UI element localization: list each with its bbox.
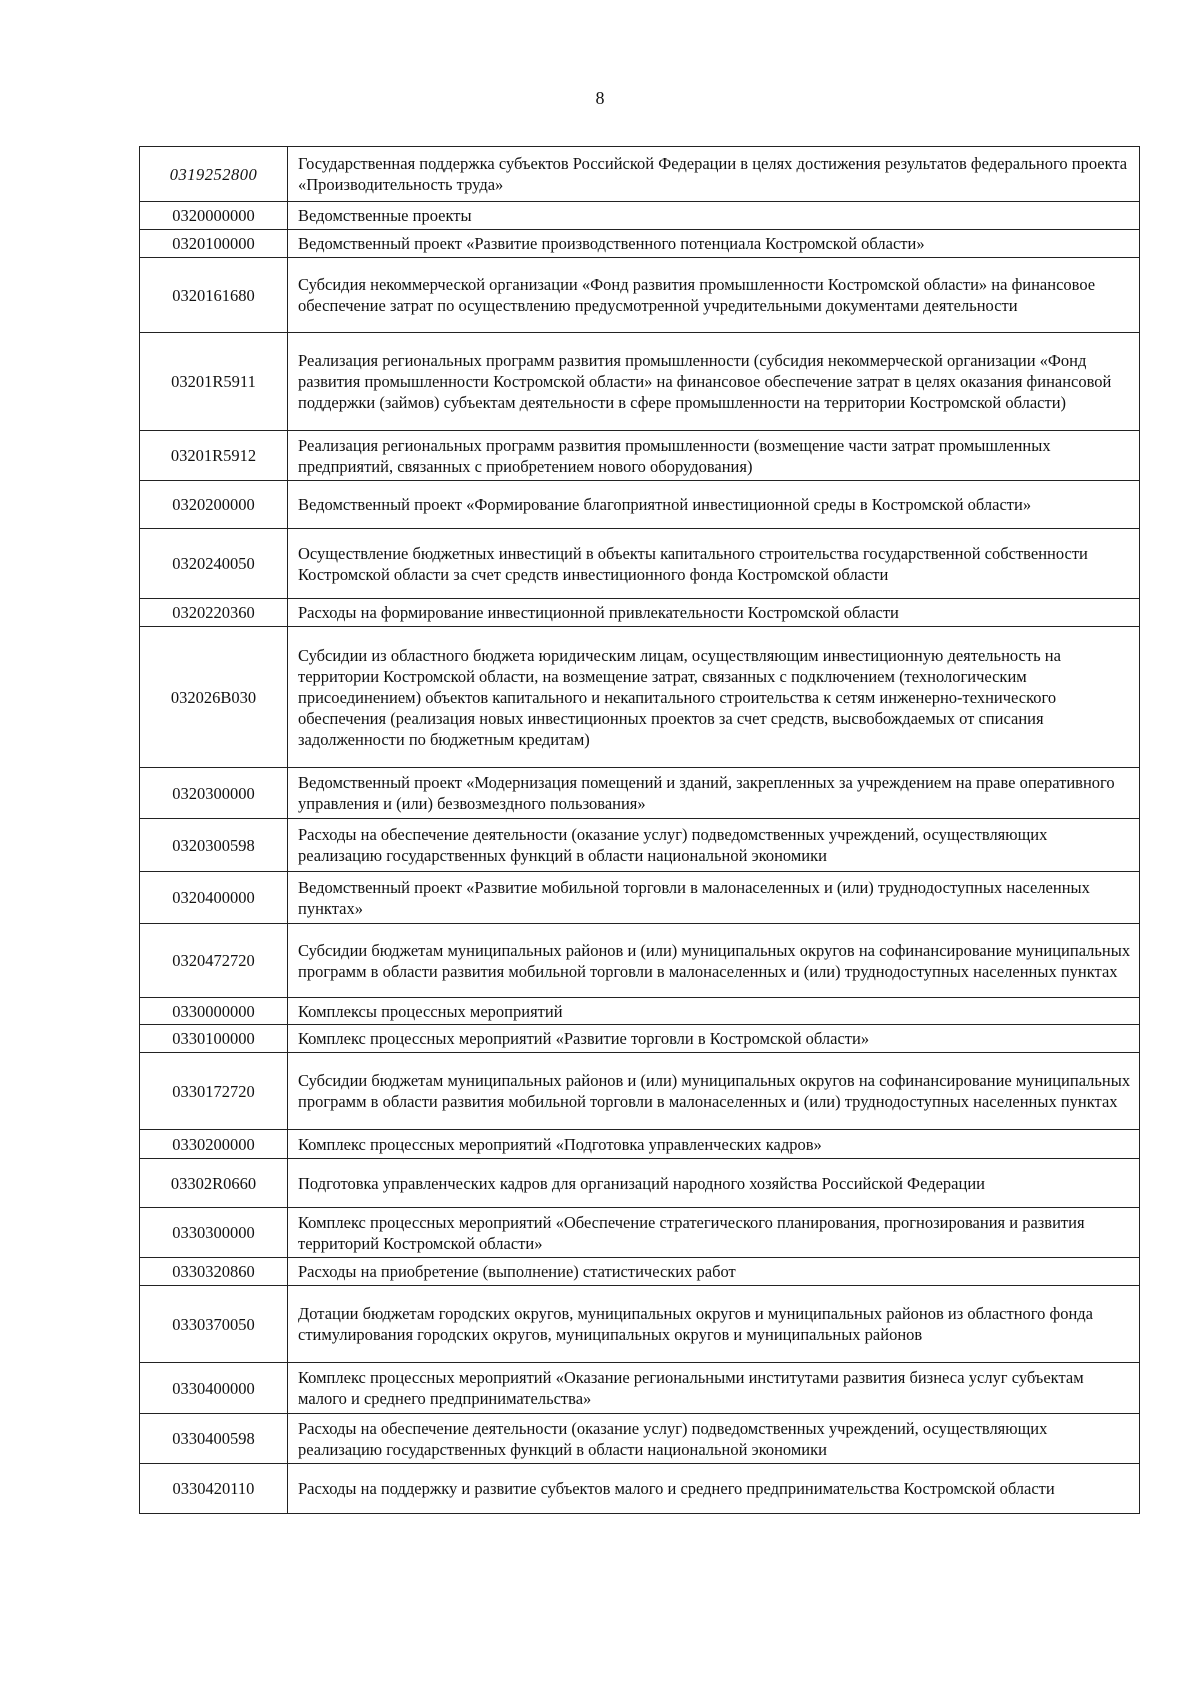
table-row [140, 431, 1140, 481]
row-description: Комплекс процессных мероприятий «Развитие торговли в Костромской области» [288, 1025, 1140, 1053]
row-code: 0330000000 [140, 998, 288, 1025]
table-row [140, 1464, 1140, 1514]
table-row [140, 1025, 1140, 1053]
row-code: 0330420110 [140, 1464, 288, 1514]
table-row [140, 1363, 1140, 1414]
row-code: 0320300598 [140, 819, 288, 872]
row-description: Субсидия некоммерческой организации «Фонд развития промышленности Костромской области» на финансовое обеспечение затрат по осуществлению предусмотренной учредительными документами деятельности [288, 258, 1140, 333]
table-row [140, 627, 1140, 768]
row-description: Комплекс процессных мероприятий «Подготовка управленческих кадров» [288, 1130, 1140, 1159]
table-row [140, 1130, 1140, 1159]
row-description: Расходы на обеспечение деятельности (оказание услуг) подведомственных учреждений, осуществляющих реализацию государственных функций в области национальной экономики [288, 1414, 1140, 1464]
table-row [140, 529, 1140, 599]
row-code: 0319252800 [140, 147, 288, 202]
row-code: 0330100000 [140, 1025, 288, 1053]
row-description: Ведомственный проект «Развитие производственного потенциала Костромской области» [288, 230, 1140, 258]
row-description: Комплекс процессных мероприятий «Обеспечение стратегического планирования, прогнозирования и развития территорий Костромской области» [288, 1208, 1140, 1258]
row-code: 0330172720 [140, 1053, 288, 1130]
row-description: Реализация региональных программ развития промышленности (субсидия некоммерческой организации «Фонд развития промышленности Костромской области» на финансовое обеспечение затрат в целях оказания финансовой поддержки (займов) субъектам деятельности в сфере промышленности на территории Костромской области) [288, 333, 1140, 431]
table-row [140, 1414, 1140, 1464]
table-row [140, 481, 1140, 529]
row-code: 0330400598 [140, 1414, 288, 1464]
row-description: Расходы на приобретение (выполнение) статистических работ [288, 1258, 1140, 1286]
row-code: 0330320860 [140, 1258, 288, 1286]
row-description: Субсидии бюджетам муниципальных районов и (или) муниципальных округов на софинансирование муниципальных программ в области развития мобильной торговли в малонаселенных и (или) труднодоступных населенных пунктах [288, 1053, 1140, 1130]
table-row [140, 998, 1140, 1025]
table-row [140, 202, 1140, 230]
row-description: Реализация региональных программ развития промышленности (возмещение части затрат промышленных предприятий, связанных с приобретением нового оборудования) [288, 431, 1140, 481]
row-description: Комплекс процессных мероприятий «Оказание региональными институтами развития бизнеса услуг субъектам малого и среднего предпринимательства» [288, 1363, 1140, 1414]
table-row [140, 1258, 1140, 1286]
table-row [140, 1159, 1140, 1208]
page-number: 8 [595, 88, 605, 108]
row-description: Расходы на формирование инвестиционной привлекательности Костромской области [288, 599, 1140, 627]
row-code: 03201R5912 [140, 431, 288, 481]
budget-classification-table [139, 146, 1140, 1514]
table-row [140, 924, 1140, 998]
row-description: Дотации бюджетам городских округов, муниципальных округов и муниципальных районов из областного фонда стимулирования городских округов, муниципальных округов и муниципальных районов [288, 1286, 1140, 1363]
table-row [140, 768, 1140, 819]
row-description: Ведомственные проекты [288, 202, 1140, 230]
table-row [140, 258, 1140, 333]
row-code: 0320400000 [140, 872, 288, 924]
row-description: Субсидии бюджетам муниципальных районов и (или) муниципальных округов на софинансирование муниципальных программ в области развития мобильной торговли в малонаселенных и (или) труднодоступных населенных пунктах [288, 924, 1140, 998]
row-code: 0320300000 [140, 768, 288, 819]
row-code: 0320220360 [140, 599, 288, 627]
table-row [140, 819, 1140, 872]
row-code: 032026В030 [140, 627, 288, 768]
row-description: Расходы на обеспечение деятельности (оказание услуг) подведомственных учреждений, осуществляющих реализацию государственных функций в области национальной экономики [288, 819, 1140, 872]
row-description: Ведомственный проект «Формирование благоприятной инвестиционной среды в Костромской области» [288, 481, 1140, 529]
table-row [140, 872, 1140, 924]
row-description: Осуществление бюджетных инвестиций в объекты капитального строительства государственной собственности Костромской области за счет средств инвестиционного фонда Костромской области [288, 529, 1140, 599]
row-description: Ведомственный проект «Развитие мобильной торговли в малонаселенных и (или) труднодоступных населенных пунктах» [288, 872, 1140, 924]
row-description: Ведомственный проект «Модернизация помещений и зданий, закрепленных за учреждением на праве оперативного управления и (или) безвозмездного пользования» [288, 768, 1140, 819]
row-code: 0330370050 [140, 1286, 288, 1363]
row-code: 0320240050 [140, 529, 288, 599]
row-code: 0320100000 [140, 230, 288, 258]
row-description: Подготовка управленческих кадров для организаций народного хозяйства Российской Федерации [288, 1159, 1140, 1208]
row-description: Расходы на поддержку и развитие субъектов малого и среднего предпринимательства Костромской области [288, 1464, 1140, 1514]
row-code: 0330300000 [140, 1208, 288, 1258]
row-code: 0320161680 [140, 258, 288, 333]
row-code: 03201R5911 [140, 333, 288, 431]
table-row [140, 230, 1140, 258]
row-code: 0330400000 [140, 1363, 288, 1414]
table-row [140, 1208, 1140, 1258]
row-code: 0320200000 [140, 481, 288, 529]
row-code: 03302R0660 [140, 1159, 288, 1208]
table-row [140, 599, 1140, 627]
table-row [140, 333, 1140, 431]
row-description: Комплексы процессных мероприятий [288, 998, 1140, 1025]
row-description: Субсидии из областного бюджета юридическим лицам, осуществляющим инвестиционную деятельность на территории Костромской области, на возмещение затрат, связанных с подключением (технологическим присоединением) объектов капитального и некапитального строительства к сетям инженерно-технического обеспечения (реализация новых инвестиционных проектов за счет средств, высвобождаемых от списания задолженности по бюджетным кредитам) [288, 627, 1140, 768]
table-row [140, 147, 1140, 202]
row-description: Государственная поддержка субъектов Российской Федерации в целях достижения результатов федерального проекта «Производительность труда» [288, 147, 1140, 202]
table-row [140, 1286, 1140, 1363]
table-row [140, 1053, 1140, 1130]
row-code: 0320472720 [140, 924, 288, 998]
row-code: 0320000000 [140, 202, 288, 230]
row-code: 0330200000 [140, 1130, 288, 1159]
